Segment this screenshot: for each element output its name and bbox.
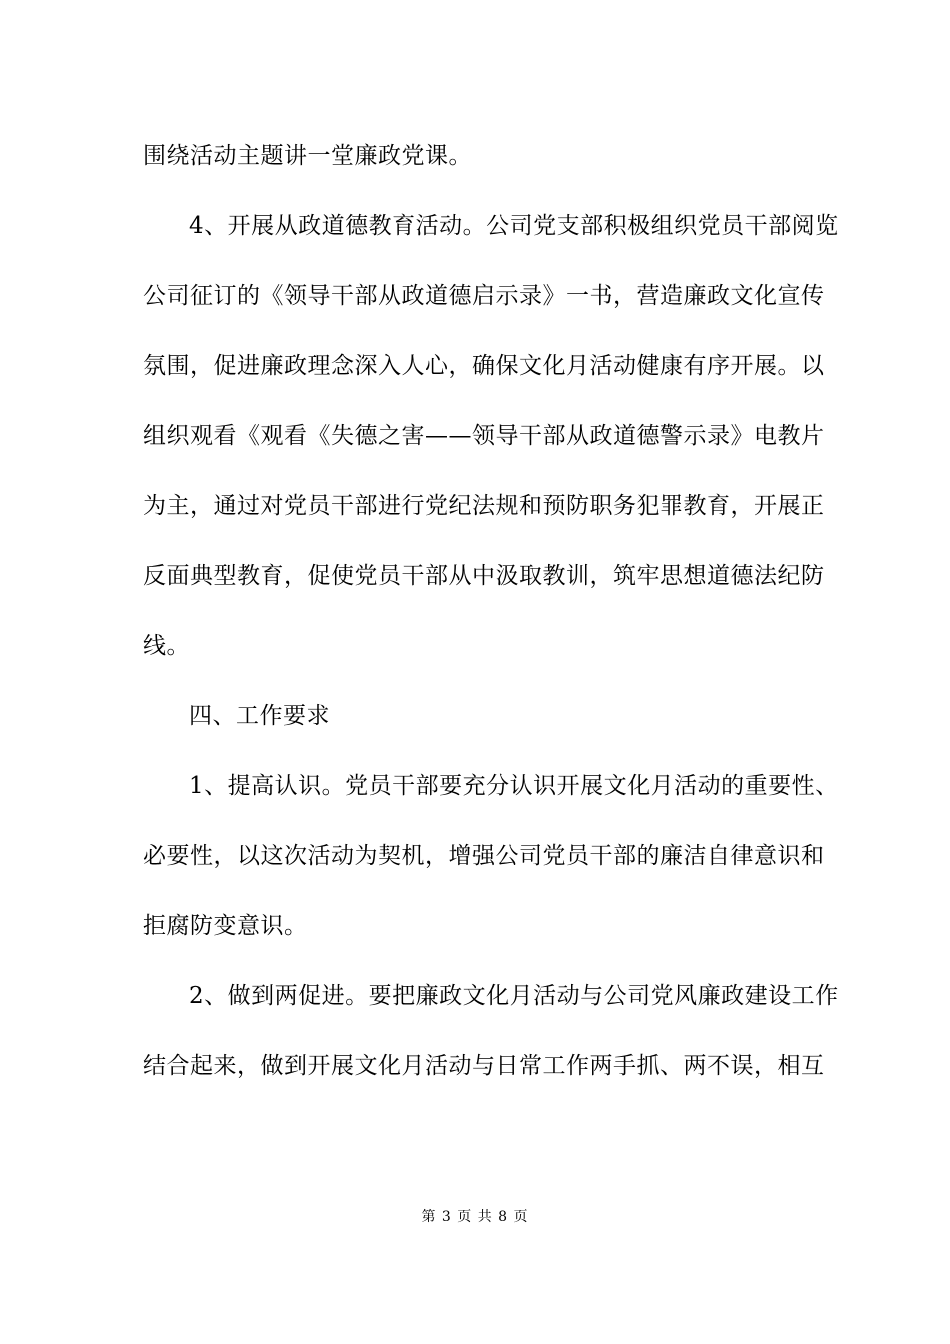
text-line: 线。 [143, 633, 190, 659]
text-line: 组织观看《观看《失德之害——领导干部从政道德警示录》电教片 [143, 423, 825, 449]
text-line: 公司征订的《领导干部从政道德启示录》一书，营造廉政文化宣传 [143, 283, 825, 309]
text-line: 1、提高认识。党员干部要充分认识开展文化月活动的重要性、 [189, 773, 839, 799]
text-line: 必要性，以这次活动为契机，增强公司党员干部的廉洁自律意识和 [143, 843, 825, 869]
text-line: 氛围，促进廉政理念深入人心，确保文化月活动健康有序开展。以 [143, 353, 825, 379]
text-line: 4、开展从政道德教育活动。公司党支部积极组织党员干部阅览 [189, 213, 839, 239]
text-line: 拒腐防变意识。 [143, 913, 308, 939]
section-heading: 四、工作要求 [189, 703, 330, 729]
text-line: 结合起来，做到开展文化月活动与日常工作两手抓、两不误，相互 [143, 1053, 825, 1079]
page-number-label: 第 3 页 共 8 页 [421, 1209, 529, 1225]
text-line: 围绕活动主题讲一堂廉政党课。 [143, 143, 472, 169]
text-line: 2、做到两促进。要把廉政文化月活动与公司党风廉政建设工作 [189, 983, 839, 1009]
page-footer [0, 1208, 950, 1226]
text-line: 为主，通过对党员干部进行党纪法规和预防职务犯罪教育，开展正 [143, 493, 825, 519]
text-line: 反面典型教育，促使党员干部从中汲取教训，筑牢思想道德法纪防 [143, 563, 825, 589]
